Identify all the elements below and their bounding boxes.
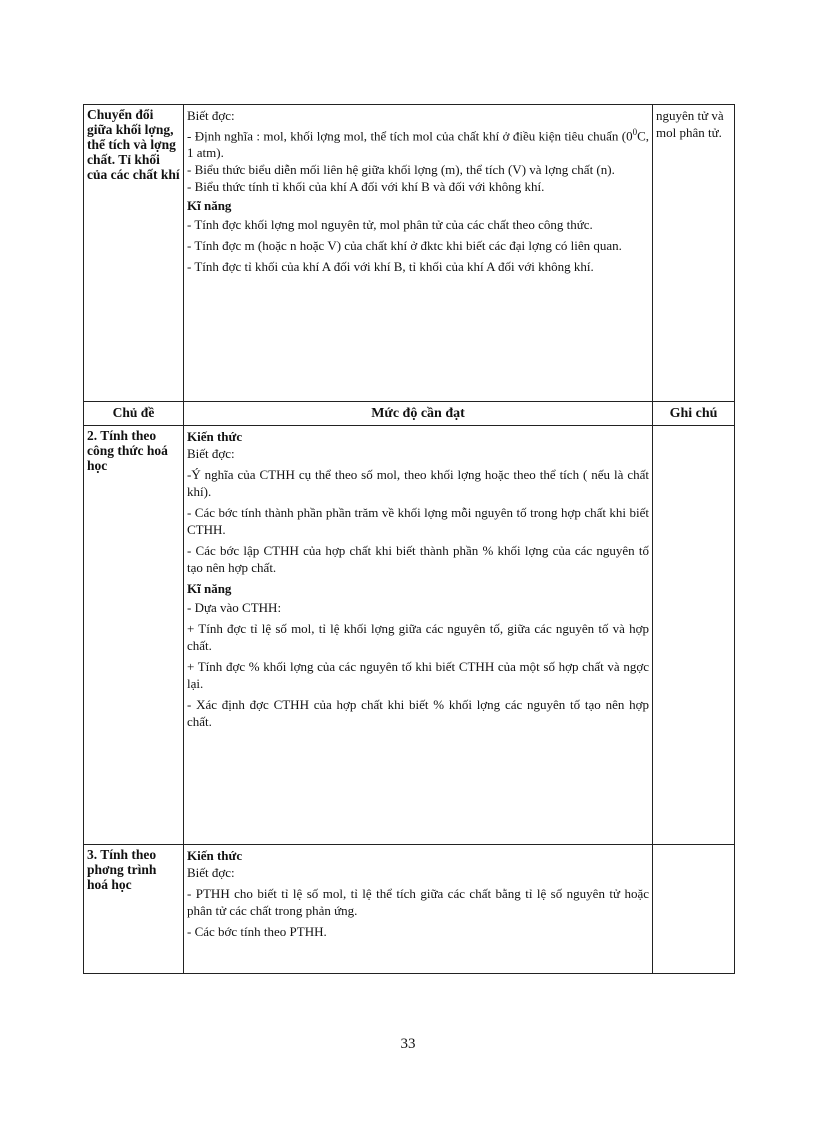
skill-item: + Tính đợc % khối lợng của các nguyên tố khi biết CTHH của một số hợp chất và ngợc lại. [187,659,649,691]
table-row [84,845,735,974]
header-level: Mức độ cần đạt [184,402,653,426]
known-item: -Ý nghĩa của CTHH cụ thể theo số mol, theo khối lợng hoặc theo thể tích ( nếu là chất khí). [187,467,649,499]
knowledge-heading: Kiến thức [187,429,243,444]
known-item: - Các bớc lập CTHH của hợp chất khi biết thành phần % khối lợng của các nguyên tố tạo nên hợp chất. [187,543,649,575]
table-row [84,105,735,402]
header-note: Ghi chú [653,402,735,426]
known-label: Biết đợc: [187,108,235,123]
known-item-text: - Định nghĩa : mol, khối lợng mol, thể tích mol của chất khí ở điều kiện tiêu chuẩn (0 [187,128,633,144]
note-cell [653,426,735,845]
known-item-suffix: C, 1 atm). [187,128,649,161]
skill-item: - Tính đợc tỉ khối của khí A đối với khí B, tỉ khối của khí A đối với không khí. [187,259,594,275]
degree-superscript: 0 [632,127,638,137]
note-cell [653,845,735,974]
topic-cell: Chuyển đổi giữa khối lợng, thể tích và lợng chất. Tỉ khối của các chất khí [84,105,184,402]
known-label: Biết đợc: [187,865,235,880]
topic-cell: 2. Tính theo công thức hoá học [84,426,184,845]
knowledge-heading: Kiến thức [187,848,243,863]
topic-cell: 3. Tính theo phơng trình hoá học [84,845,184,974]
header-topic: Chủ đề [84,402,184,426]
known-item: - PTHH cho biết tỉ lệ số mol, tỉ lệ thể tích giữa các chất bằng tỉ lệ số nguyên tử hoặc phân tử các chất trong phản ứng. [187,886,649,918]
skill-item: - Dựa vào CTHH: [187,600,282,615]
skill-heading: Kĩ năng [187,581,232,596]
skill-item: - Tính đợc khối lợng mol nguyên tử, mol phân tử của các chất theo công thức. [187,217,593,233]
known-item: - Biểu thức biểu diễn mối liên hệ giữa khối lợng (m), thể tích (V) và lợng chất (n). [187,162,615,178]
known-item: - Các bớc tính thành phần phần trăm về khối lợng mỗi nguyên tố trong hợp chất khi biết CTHH. [187,505,649,537]
known-item [187,124,649,161]
skill-heading: Kĩ năng [187,198,232,214]
table-row [84,426,735,845]
known-label: Biết đợc: [187,446,235,461]
skill-item: - Tính đợc m (hoặc n hoặc V) của chất khí ở đktc khi biết các đại lợng có liên quan. [187,238,622,254]
known-item: - Biểu thức tính tỉ khối của khí A đối với khí B và đối với không khí. [187,179,545,195]
content-cell [184,105,653,402]
note-cell: nguyên tử và mol phân tử. [653,105,735,402]
page-number: 33 [400,1036,416,1052]
content-cell [184,845,653,974]
content-table [83,104,735,974]
known-item: - Các bớc tính theo PTHH. [187,924,327,939]
skill-item: + Tính đợc tỉ lệ số mol, tỉ lệ khối lợng giữa các nguyên tố, giữa các nguyên tố và hợp chất. [187,621,649,653]
content-cell [184,426,653,845]
skill-item: - Xác định đợc CTHH của hợp chất khi biết % khối lợng các nguyên tố tạo nên hợp chất. [187,697,649,729]
table-header-row [84,402,735,426]
